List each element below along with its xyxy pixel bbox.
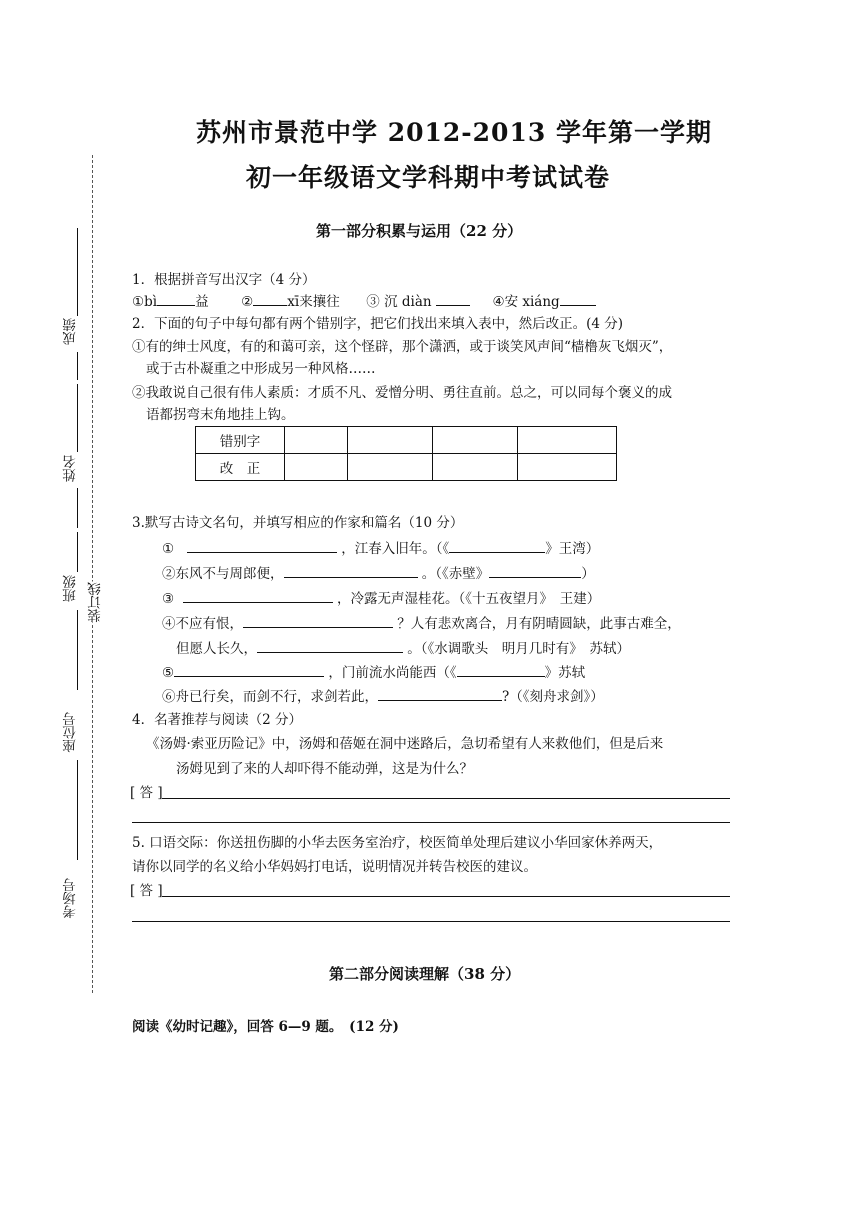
part1-heading: 第一部分积累与运用（22 分）: [316, 222, 523, 240]
error-correction-table: [195, 426, 617, 481]
title-line-2: 初一年级语文学科期中考试试卷: [246, 163, 611, 192]
q1-item1-tail: 益: [195, 294, 209, 310]
q3-l1-text: ，江春入旧年。（《: [341, 541, 450, 557]
table-cell[interactable]: [348, 454, 433, 481]
q3-blank-6b[interactable]: [457, 662, 545, 677]
q3-l3-num: ③: [162, 591, 175, 607]
q2-sentence2-line2: 语都拐弯末角地挂上钩。: [146, 407, 295, 423]
table-cell[interactable]: [348, 427, 433, 454]
class-field-tail: [77, 610, 78, 690]
binding-label: 装订线: [88, 582, 104, 623]
q2-sentence1-line1: ①有的绅士风度，有的和蔼可亲，这个怪辟，那个潇洒，或于谈笑风声间“樯橹灰飞烟灭”，: [132, 339, 673, 355]
q3-blank-6[interactable]: [174, 662, 324, 677]
name-label: 姓名: [63, 455, 79, 482]
q5-answer-label: [ 答 ]: [130, 883, 163, 899]
part2-heading: 第二部分阅读理解（38 分）: [329, 965, 521, 983]
q5-line1: 5. 口语交际：你送扭伤脚的小华去医务室治疗，校医简单处理后建议小华回家休养两天，: [132, 835, 663, 851]
table-row: [196, 454, 617, 481]
score-field-tail: [77, 352, 78, 380]
q3-line-5: [176, 638, 630, 659]
table-cell[interactable]: [518, 454, 617, 481]
title-line-1: 苏州市景范中学 2012-2013 学年第一学期: [196, 118, 712, 147]
q4-text-line2: 汤姆见到了来的人却吓得不能动弹，这是为什么？: [176, 761, 473, 777]
q3-l2-mid: 。（《赤壁》: [421, 566, 490, 582]
q3-line-1: [162, 538, 599, 559]
q4-answer-line-2[interactable]: [132, 822, 730, 823]
q5-line2: 请你以同学的名义给小华妈妈打电话，说明情况并转告校医的建议。: [132, 859, 537, 875]
q4-answer-line-1[interactable]: [162, 798, 730, 799]
q4-text-line1: 《汤姆·索亚历险记》中，汤姆和蓓姬在洞中迷路后，急切希望有人来救他们，但是后来: [146, 736, 664, 752]
q1-items: [132, 291, 596, 312]
name-field[interactable]: [77, 384, 78, 452]
q3-line-7: [162, 686, 604, 707]
q1-blank-1[interactable]: [157, 291, 195, 306]
table-cell[interactable]: [518, 427, 617, 454]
q5-answer-line-1[interactable]: [162, 896, 730, 897]
q3-blank-1[interactable]: [187, 538, 337, 553]
q1-blank-2[interactable]: [253, 291, 287, 306]
q3-l1-num: ①: [162, 541, 175, 557]
exam-no-label: 考场号: [63, 878, 79, 919]
class-label: 班级: [63, 575, 79, 602]
q1-prompt: 1．根据拼音写出汉字（4 分）: [132, 272, 316, 288]
q2-sentence1-line2: 或于古朴凝重之中形成另一种风格……: [146, 361, 376, 377]
q3-blank-5[interactable]: [257, 638, 403, 653]
q1-item2-tail: xī来攘往: [287, 294, 340, 310]
q1-item2-pinyin: ②: [241, 294, 254, 310]
class-field[interactable]: [77, 532, 78, 572]
q3-l3-text: ，冷露无声湿桂花。（《十五夜望月》 王建）: [337, 591, 601, 607]
q3-line-6: [162, 662, 585, 683]
q3-prompt: 3.默写古诗文名句，并填写相应的作家和篇名（10 分）: [132, 515, 464, 531]
q3-line-4: [162, 613, 681, 634]
q3-l1-end: 》王湾）: [545, 541, 600, 557]
q3-blank-4[interactable]: [243, 613, 393, 628]
q3-l6-end: 》苏轼: [544, 665, 586, 681]
table-header-wrong: 错别字: [196, 427, 285, 454]
q4-answer-label: [ 答 ]: [130, 785, 163, 801]
table-cell[interactable]: [285, 427, 348, 454]
table-cell[interactable]: [285, 454, 348, 481]
q3-l5-text: 但愿人长久，: [176, 641, 257, 657]
q1-item4-pinyin: ④安 xiáng: [492, 294, 560, 310]
q3-blank-2b[interactable]: [489, 563, 581, 578]
q3-l2-text: ②东风不与周郎便，: [162, 566, 284, 582]
table-header-correct: 改 正: [196, 454, 285, 481]
seat-label: 座位号: [63, 712, 79, 753]
seat-field[interactable]: [77, 760, 78, 860]
reading-intro: 阅读《幼时记趣》，回答 6—9 题。 (12 分): [132, 1019, 399, 1035]
table-row: [196, 427, 617, 454]
table-cell[interactable]: [433, 427, 518, 454]
q5-answer-line-2[interactable]: [132, 921, 730, 922]
q3-blank-3[interactable]: [183, 588, 333, 603]
name-field-tail: [77, 488, 78, 528]
binding-line: [92, 155, 93, 993]
q4-prompt: 4．名著推荐与阅读（2 分）: [132, 712, 302, 728]
q3-l6-text: ，门前流水尚能西（《: [328, 665, 457, 681]
table-cell[interactable]: [433, 454, 518, 481]
q3-line-3: [162, 588, 600, 609]
q3-l7-tail: ?（《刻舟求剑》）: [502, 689, 604, 705]
q3-l4-tail: ？人有悲欢离合，月有阴晴圆缺，此事古难全，: [397, 616, 681, 632]
q2-prompt: 2．下面的句子中每句都有两个错别字，把它们找出来填入表中，然后改正。(4 分): [132, 316, 624, 332]
q1-blank-3[interactable]: [436, 291, 470, 306]
q3-l7-text: ⑥舟已行矣，而剑不行，求剑若此，: [162, 689, 378, 705]
score-label: 成绩: [63, 318, 79, 345]
q3-l6-num: ⑤: [162, 665, 175, 681]
q1-item1-pinyin: ①bì: [132, 294, 158, 310]
q1-blank-4[interactable]: [560, 291, 596, 306]
q3-l5-tail: 。（《水调歌头 明月几时有》 苏轼）: [407, 641, 631, 657]
q3-line-2: [162, 563, 595, 584]
q3-blank-1b[interactable]: [449, 538, 545, 553]
q2-sentence2-line1: ②我敢说自己很有伟人素质：才质不凡、爱憎分明、勇往直前。总之，可以同每个褒义的成: [132, 385, 672, 401]
score-field[interactable]: [77, 228, 78, 316]
q3-l2-end: ）: [581, 566, 595, 582]
q3-blank-2[interactable]: [284, 563, 418, 578]
q3-l4-text: ④不应有恨，: [162, 616, 243, 632]
q3-blank-7[interactable]: [378, 686, 502, 701]
q1-item3-pinyin: ③ 沉 diàn: [366, 294, 432, 310]
